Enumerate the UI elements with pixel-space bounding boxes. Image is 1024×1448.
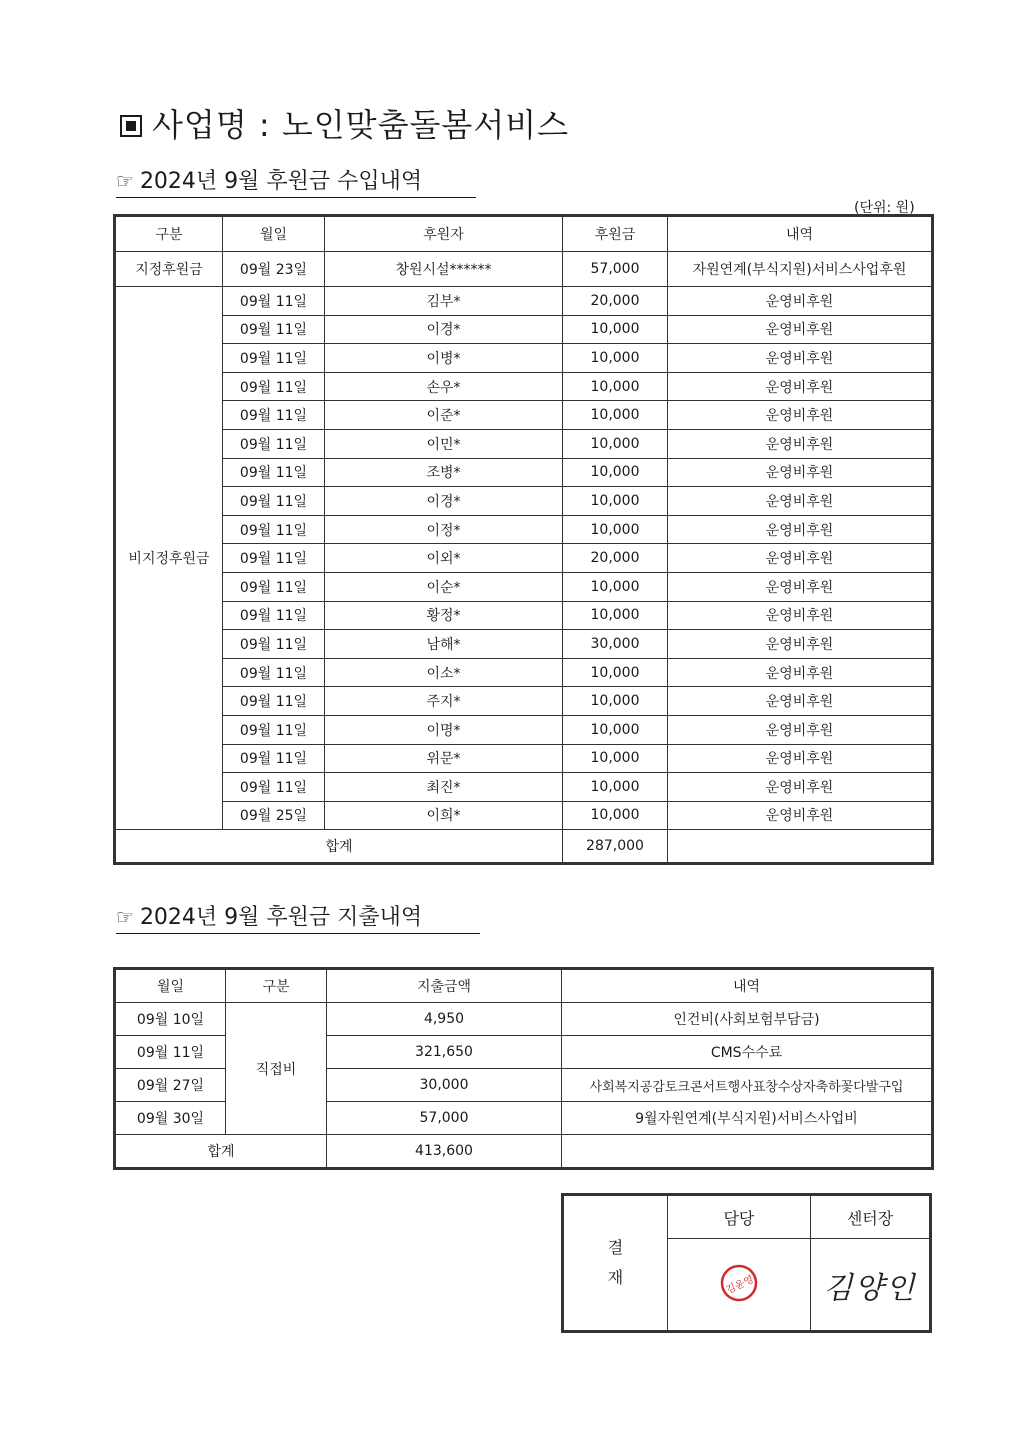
column-header: 월일: [223, 216, 325, 252]
date-cell: 09월 11일: [115, 1036, 226, 1069]
amount-cell: 10,000: [563, 487, 668, 516]
column-header: 구분: [226, 969, 327, 1003]
detail-cell: 운영비후원: [668, 658, 933, 687]
amount-cell: 10,000: [563, 572, 668, 601]
date-cell: 09월 11일: [223, 572, 325, 601]
table-row: [115, 315, 933, 344]
table-row: [115, 687, 933, 716]
amount-cell: 57,000: [327, 1102, 562, 1135]
staff-stamp-cell: [667, 1239, 810, 1332]
category-designated: 지정후원금: [115, 252, 223, 287]
detail-cell: 운영비후원: [668, 458, 933, 487]
donor-cell: 이희*: [325, 801, 563, 830]
amount-cell: 10,000: [563, 715, 668, 744]
date-cell: 09월 11일: [223, 715, 325, 744]
director-signature-cell: [811, 1239, 931, 1332]
date-cell: 09월 11일: [223, 372, 325, 401]
table-row: [115, 515, 933, 544]
amount-cell: 10,000: [563, 601, 668, 630]
date-cell: 09월 11일: [223, 744, 325, 773]
donor-cell: 황정*: [325, 601, 563, 630]
income-table: [113, 214, 934, 865]
amount-cell: 10,000: [563, 687, 668, 716]
detail-cell: 운영비후원: [668, 287, 933, 316]
category-direct: 직접비: [226, 1003, 327, 1135]
amount-cell: 10,000: [563, 773, 668, 802]
date-cell: 09월 11일: [223, 515, 325, 544]
empty-cell: [668, 830, 933, 864]
expense-section-title-text: 2024년 9월 후원금 지출내역: [139, 905, 423, 930]
amount-cell: 10,000: [563, 458, 668, 487]
donor-cell: 창원시설******: [325, 252, 563, 287]
amount-cell: 10,000: [563, 315, 668, 344]
role-director: 센터장: [811, 1195, 931, 1239]
donor-cell: 김부*: [325, 287, 563, 316]
table-row: [115, 715, 933, 744]
detail-cell: 운영비후원: [668, 773, 933, 802]
amount-cell: 10,000: [563, 658, 668, 687]
amount-cell: 4,950: [327, 1003, 562, 1036]
pointing-hand-icon: ☞: [116, 169, 134, 193]
donor-cell: 이민*: [325, 429, 563, 458]
detail-cell: 운영비후원: [668, 315, 933, 344]
donor-cell: 이경*: [325, 315, 563, 344]
donor-cell: 조병*: [325, 458, 563, 487]
table-row: [115, 429, 933, 458]
expense-header-row: [115, 969, 933, 1003]
date-cell: 09월 10일: [115, 1003, 226, 1036]
detail-cell: CMS수수료: [562, 1036, 933, 1069]
date-cell: 09월 27일: [115, 1069, 226, 1102]
amount-cell: 30,000: [327, 1069, 562, 1102]
table-row: [115, 1003, 933, 1036]
detail-cell: 운영비후원: [668, 630, 933, 659]
amount-cell: 57,000: [563, 252, 668, 287]
table-row: [115, 773, 933, 802]
approval-label: [563, 1195, 668, 1332]
donor-cell: 이명*: [325, 715, 563, 744]
total-label: 합계: [115, 1135, 327, 1169]
amount-cell: 321,650: [327, 1036, 562, 1069]
donor-cell: 이외*: [325, 544, 563, 573]
table-row: [115, 601, 933, 630]
total-label: 합계: [115, 830, 563, 864]
amount-cell: 20,000: [563, 544, 668, 573]
donor-cell: 위문*: [325, 744, 563, 773]
donor-cell: 이경*: [325, 487, 563, 516]
amount-cell: 10,000: [563, 372, 668, 401]
income-section-title-text: 2024년 9월 후원금 수입내역: [139, 169, 423, 194]
donor-cell: 이준*: [325, 401, 563, 430]
column-header: 구분: [115, 216, 223, 252]
black-square-in-square-icon: [120, 115, 142, 137]
detail-cell: 운영비후원: [668, 401, 933, 430]
table-row: [115, 372, 933, 401]
date-cell: 09월 25일: [223, 801, 325, 830]
date-cell: 09월 11일: [223, 687, 325, 716]
amount-cell: 30,000: [563, 630, 668, 659]
detail-cell: 운영비후원: [668, 515, 933, 544]
table-row: [115, 344, 933, 373]
date-cell: 09월 11일: [223, 315, 325, 344]
donor-cell: 주지*: [325, 687, 563, 716]
table-row: [115, 801, 933, 830]
detail-cell: 운영비후원: [668, 487, 933, 516]
table-row: [115, 401, 933, 430]
detail-cell: 운영비후원: [668, 715, 933, 744]
donor-cell: 이병*: [325, 344, 563, 373]
detail-cell: 인건비(사회보험부담금): [562, 1003, 933, 1036]
detail-cell: 운영비후원: [668, 572, 933, 601]
date-cell: 09월 11일: [223, 630, 325, 659]
amount-cell: 10,000: [563, 801, 668, 830]
detail-cell: 운영비후원: [668, 372, 933, 401]
page-title: [120, 100, 569, 146]
date-cell: 09월 11일: [223, 429, 325, 458]
date-cell: 09월 11일: [223, 401, 325, 430]
detail-cell: 운영비후원: [668, 744, 933, 773]
table-row: [115, 287, 933, 316]
approval-table: [561, 1193, 932, 1333]
unit-note: (단위: 원): [854, 200, 915, 216]
donor-cell: 최진*: [325, 773, 563, 802]
amount-cell: 10,000: [563, 401, 668, 430]
date-cell: 09월 11일: [223, 458, 325, 487]
table-row: [115, 630, 933, 659]
column-header: 후원금: [563, 216, 668, 252]
detail-cell: 운영비후원: [668, 687, 933, 716]
date-cell: 09월 11일: [223, 544, 325, 573]
date-cell: 09월 11일: [223, 601, 325, 630]
expense-total-row: [115, 1135, 933, 1169]
amount-cell: 10,000: [563, 515, 668, 544]
table-row: [115, 744, 933, 773]
page-title-text: 사업명 : 노인맞춤돌봄서비스: [152, 106, 570, 144]
approval-label-line2: 재: [607, 1268, 624, 1287]
designated-row: [115, 252, 933, 287]
table-row: [115, 458, 933, 487]
total-amount: 287,000: [563, 830, 668, 864]
signature: 김양인: [823, 1270, 917, 1306]
date-cell: 09월 11일: [223, 773, 325, 802]
column-header: 내역: [668, 216, 933, 252]
detail-cell: 운영비후원: [668, 429, 933, 458]
donor-cell: 이소*: [325, 658, 563, 687]
role-staff: 담당: [667, 1195, 810, 1239]
amount-cell: 10,000: [563, 744, 668, 773]
pointing-hand-icon: ☞: [116, 905, 134, 929]
donor-cell: 손우*: [325, 372, 563, 401]
table-row: [115, 544, 933, 573]
detail-cell: 운영비후원: [668, 801, 933, 830]
category-non-designated: 비지정후원금: [115, 287, 223, 830]
table-row: [115, 658, 933, 687]
svg-text:김윤영: 김윤영: [724, 1273, 756, 1297]
amount-cell: 20,000: [563, 287, 668, 316]
column-header: 지출금액: [327, 969, 562, 1003]
column-header: 내역: [562, 969, 933, 1003]
expense-table: [113, 967, 934, 1170]
table-row: [115, 572, 933, 601]
date-cell: 09월 11일: [223, 658, 325, 687]
income-header-row: [115, 216, 933, 252]
date-cell: 09월 23일: [223, 252, 325, 287]
amount-cell: 10,000: [563, 344, 668, 373]
date-cell: 09월 30일: [115, 1102, 226, 1135]
donor-cell: 이정*: [325, 515, 563, 544]
red-seal-stamp-icon: [719, 1263, 759, 1303]
detail-cell: 사회복지공감토크콘서트행사표창수상자축하꽃다발구입: [562, 1069, 933, 1102]
column-header: 월일: [115, 969, 226, 1003]
table-row: [115, 487, 933, 516]
detail-cell: 운영비후원: [668, 544, 933, 573]
empty-cell: [562, 1135, 933, 1169]
donor-cell: 남해*: [325, 630, 563, 659]
approval-label-line1: 결: [607, 1238, 624, 1257]
expense-section-title: [116, 900, 480, 934]
detail-cell: 운영비후원: [668, 601, 933, 630]
detail-cell: 운영비후원: [668, 344, 933, 373]
amount-cell: 10,000: [563, 429, 668, 458]
date-cell: 09월 11일: [223, 487, 325, 516]
date-cell: 09월 11일: [223, 344, 325, 373]
column-header: 후원자: [325, 216, 563, 252]
income-total-row: [115, 830, 933, 864]
detail-cell: 자원연계(부식지원)서비스사업후원: [668, 252, 933, 287]
income-section-title: [116, 164, 476, 198]
total-amount: 413,600: [327, 1135, 562, 1169]
detail-cell: 9월자원연계(부식지원)서비스사업비: [562, 1102, 933, 1135]
date-cell: 09월 11일: [223, 287, 325, 316]
donor-cell: 이순*: [325, 572, 563, 601]
